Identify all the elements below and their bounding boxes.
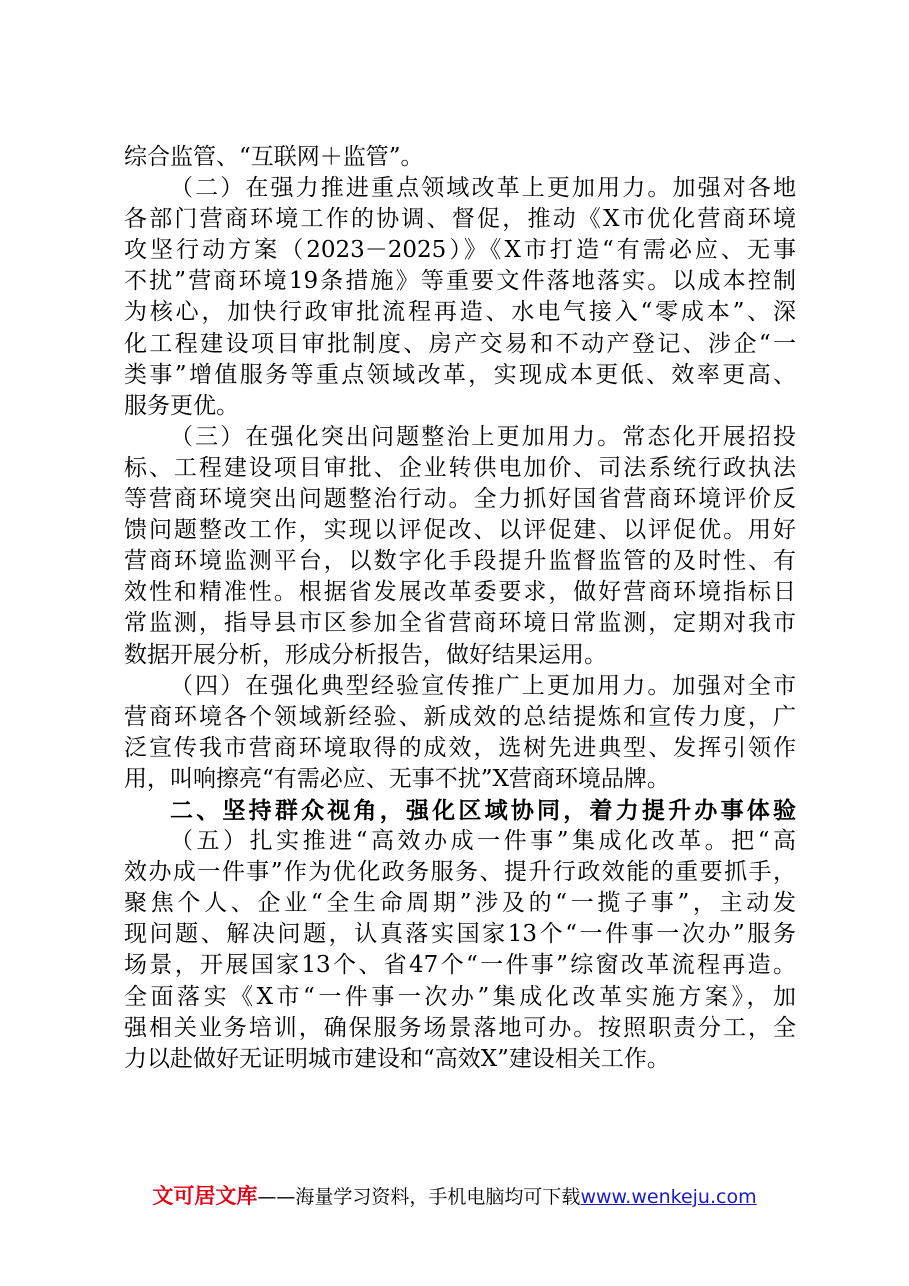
text-line: 营商环境各个领域新经验、新成效的总结提炼和宣传力度，广 (124, 703, 796, 730)
text-line: 综合监管、“互联网＋监管”。 (124, 144, 424, 170)
text-line: 力以赴做好无证明城市建设和“高效X”建设相关工作。 (124, 1045, 670, 1072)
text-line: 攻坚行动方案（2023－2025）》《X市打造“有需必应、无事 (124, 237, 796, 264)
paragraph (124, 826, 796, 1075)
text-line: 标、工程建设项目审批、企业转供电加价、司法系统行政执法 (124, 454, 796, 481)
text-line: （三）在强化突出问题整治上更加用力。常态化开展招投 (170, 423, 796, 450)
section-heading: 二、坚持群众视角，强化区域协同，着力提升办事体验 (170, 796, 796, 824)
footer-url-link[interactable]: www.wenkeju.com (580, 1186, 757, 1208)
text-line: 数据开展分析，形成分析报告，做好结果运用。 (124, 641, 607, 668)
text-line: 服务更优。 (124, 392, 239, 419)
text-line: 为核心，加快行政审批流程再造、水电气接入“零成本”、深 (124, 299, 796, 326)
paragraph (124, 142, 796, 173)
footer-brand: 文可居文库 (152, 1184, 258, 1208)
paragraph (124, 422, 796, 671)
text-line: 现问题、解决问题，认真落实国家13个“一件事一次办”服务 (124, 921, 796, 948)
footer-slogan: ——海量学习资料，手机电脑均可下载 (257, 1186, 581, 1208)
text-line: （五）扎实推进“高效办成一件事”集成化改革。把“高 (170, 828, 796, 855)
text-line: 强相关业务培训，确保服务场景落地可办。按照职责分工，全 (124, 1014, 796, 1041)
text-line: 效办成一件事”作为优化政务服务、提升行政效能的重要抓手， (124, 859, 796, 886)
text-line: 常监测，指导县市区参加全省营商环境日常监测，定期对我市 (124, 610, 796, 637)
text-line: 全面落实《X市“一件事一次办”集成化改革实施方案》，加 (124, 983, 796, 1010)
text-line: 效性和精准性。根据省发展改革委要求，做好营商环境指标日 (124, 579, 796, 606)
text-line: 类事”增值服务等重点领域改革，实现成本更低、效率更高、 (124, 361, 796, 388)
text-line: 场景，开展国家13个、省47个“一件事”综窗改革流程再造。 (124, 952, 796, 979)
document-body (124, 142, 796, 1075)
paragraph (124, 671, 796, 795)
paragraph (124, 173, 796, 422)
text-line: （四）在强化典型经验宣传推广上更加用力。加强对全市 (170, 672, 796, 699)
text-line: 用，叫响擦亮“有需必应、无事不扰”X营商环境品牌。 (124, 765, 670, 792)
text-line: 馈问题整改工作，实现以评促改、以评促建、以评促优。用好 (124, 517, 796, 544)
text-line: （二）在强力推进重点领域改革上更加用力。加强对各地 (170, 175, 796, 202)
footer-banner (0, 1182, 909, 1211)
text-line: 各部门营商环境工作的协调、督促，推动《X市优化营商环境 (124, 206, 796, 233)
text-line: 泛宣传我市营商环境取得的成效，选树先进典型、发挥引领作 (124, 734, 796, 761)
text-line: 不扰”营商环境19条措施》等重要文件落地落实。以成本控制 (124, 268, 796, 295)
text-line: 营商环境监测平台，以数字化手段提升监督监管的及时性、有 (124, 548, 796, 575)
text-line: 化工程建设项目审批制度、房产交易和不动产登记、涉企“一 (124, 330, 796, 357)
text-line: 聚焦个人、企业“全生命周期”涉及的“一揽子事”，主动发 (124, 890, 796, 917)
text-line: 等营商环境突出问题整治行动。全力抓好国省营商环境评价反 (124, 486, 796, 513)
